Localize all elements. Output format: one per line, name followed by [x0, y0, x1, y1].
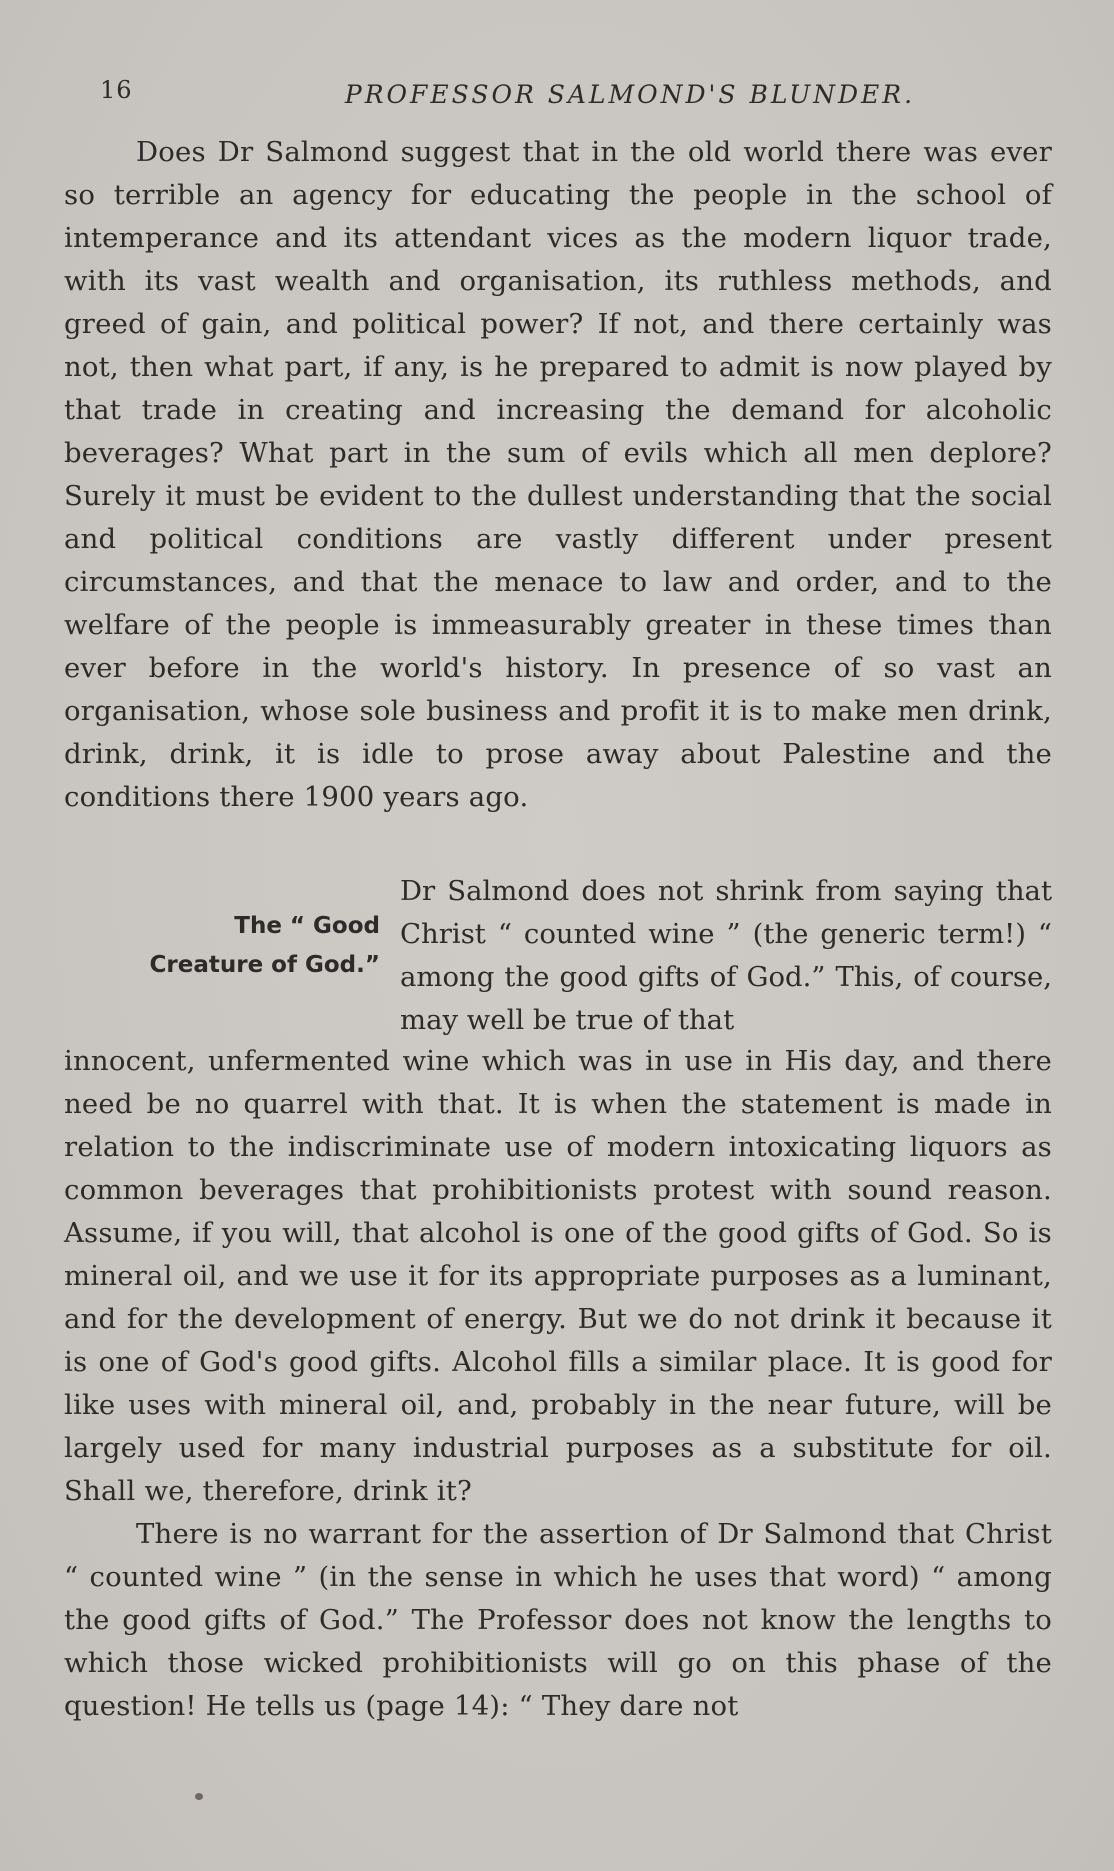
side-heading-line-1: The “ Good: [234, 913, 380, 939]
paragraph-2: innocent, unfermented wine which was in use in His day, and there need be no quarrel with that. It is when the statement is made in relation to the indiscriminate use of modern intoxicating liquors as common beverages that prohibitionists protest with sound reason. Assume, if you will, that alcohol is one of the good gifts of God. So is mineral oil, and we use it for its appropriate purposes as a luminant, and for the development of energy. But we do not drink it because it is one of God's good gifts. Alcohol fills a similar place. It is good for like uses with mineral oil, and, probably in the near future, will be largely used for many industrial purposes as a substitute for oil. Shall we, therefore, drink it?: [64, 1045, 1052, 1507]
paragraph-3: There is no warrant for the assertion of Dr Salmond that Christ “ counted wine ” (in the sense in which he uses that word) “ among the good gifts of God.” The Professor does not know the lengths to which those wicked prohibitionists will go on this phase of the question! He tells us (page 14): “ They dare not: [64, 1518, 1052, 1722]
running-head: PROFESSOR SALMOND'S BLUNDER.: [344, 80, 916, 109]
page-number: 16: [100, 76, 133, 104]
paragraph-1: Does Dr Salmond suggest that in the old world there was ever so terrible an agency for educating the people in the school of intemperance and its attendant vices as the modern liquor trade, with its vast wealth and organisation, its ruthless methods, and greed of gain, and political power? If not, and there certainly was not, then what part, if any, is he prepared to admit is now played by that trade in creating and increasing the demand for alcoholic beverages? What part in the sum of evils which all men deplore? Surely it must be evident to the dullest understanding that the social and political conditions are vastly different under present circumstances, and that the menace to law and order, and to the welfare of the people is immeasurably greater in these times than ever before in the world's history. In presence of so vast an organisation, whose sole business and profit it is to make men drink, drink, drink, it is idle to prose away about Palestine and the conditions there 1900 years ago.: [64, 136, 1052, 813]
ink-speck: [195, 1793, 203, 1800]
side-heading: [100, 907, 380, 985]
paragraph-2-intro: Dr Salmond does not shrink from saying that Christ “ counted wine ” (the generic term!) “ among the good gifts of God.” This, of course, may well be true of that: [400, 875, 1052, 1036]
page-header: [100, 76, 1060, 116]
side-heading-line-2: Creature of God.”: [149, 952, 380, 978]
